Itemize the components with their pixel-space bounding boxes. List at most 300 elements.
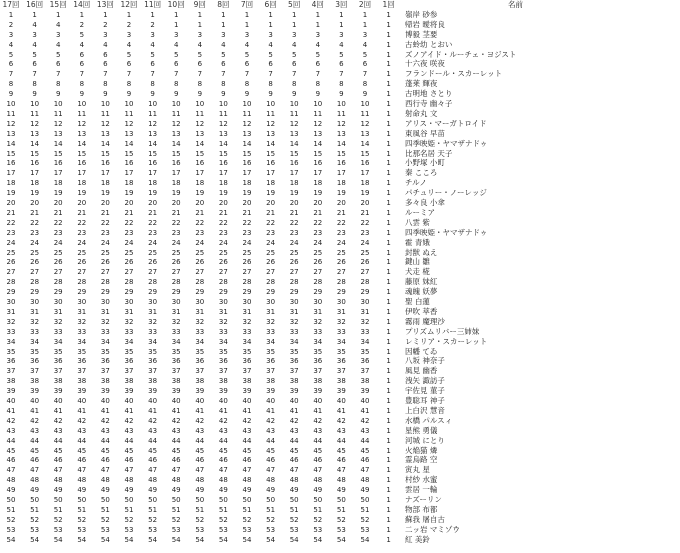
table-row bbox=[0, 40, 680, 50]
rank-cell: 30 bbox=[100, 298, 110, 306]
rank-cell: 1 bbox=[386, 10, 391, 19]
rank-cell: 44 bbox=[53, 436, 63, 445]
rank-cell: 6 bbox=[32, 60, 37, 69]
rank-cell: 10 bbox=[289, 100, 299, 108]
rank-cell: 13 bbox=[313, 129, 323, 138]
rank-cell: 8 bbox=[79, 80, 85, 89]
rank-cell: 23 bbox=[289, 228, 299, 237]
rank-cell: 12 bbox=[266, 119, 276, 128]
column-header: 15回 bbox=[49, 0, 67, 9]
rank-cell: 20 bbox=[266, 199, 276, 207]
rank-cell: 40 bbox=[30, 397, 40, 405]
rank-cell: 38 bbox=[218, 377, 228, 386]
rank-cell: 31 bbox=[336, 307, 346, 316]
rank-cell: 20 bbox=[124, 199, 134, 207]
rank-cell: 11 bbox=[77, 109, 87, 118]
rank-cell: 54 bbox=[242, 535, 252, 544]
table-row bbox=[0, 188, 680, 198]
rank-cell: 11 bbox=[336, 109, 346, 118]
rank-cell: 9 bbox=[197, 90, 203, 99]
rank-cell: 49 bbox=[53, 486, 63, 495]
table-row bbox=[0, 59, 680, 69]
rank-cell: 1 bbox=[221, 20, 226, 29]
rank-cell: 40 bbox=[148, 397, 158, 405]
rank-cell: 28 bbox=[266, 278, 276, 287]
rank-cell: 29 bbox=[195, 288, 205, 297]
rank-cell: 8 bbox=[173, 80, 179, 89]
rank-cell: 8 bbox=[362, 80, 368, 89]
rank-cell: 51 bbox=[77, 505, 87, 514]
rank-cell: 27 bbox=[242, 268, 252, 277]
rank-cell: 46 bbox=[360, 456, 370, 465]
rank-cell: 9 bbox=[268, 90, 273, 99]
rank-cell: 7 bbox=[55, 70, 61, 79]
rank-cell: 17 bbox=[171, 169, 181, 178]
character-name: 嶺岸 砂参 bbox=[405, 9, 438, 19]
rank-cell: 53 bbox=[313, 525, 323, 534]
rank-cell: 54 bbox=[53, 535, 63, 544]
rank-cell: 4 bbox=[173, 40, 179, 49]
rank-cell: 33 bbox=[77, 327, 87, 336]
rank-cell: 1 bbox=[103, 10, 108, 19]
rank-cell: 12 bbox=[148, 119, 158, 128]
rank-cell: 42 bbox=[336, 416, 346, 425]
rank-cell: 17 bbox=[266, 169, 276, 178]
rank-cell: 50 bbox=[336, 496, 346, 504]
rank-cell: 20 bbox=[53, 199, 63, 207]
rank-cell: 14 bbox=[195, 139, 205, 148]
rank-cell: 53 bbox=[148, 525, 158, 534]
rank-cell: 27 bbox=[266, 268, 276, 277]
rank-cell: 15 bbox=[124, 149, 134, 158]
rank-cell: 3 bbox=[315, 30, 321, 39]
rank-cell: 8 bbox=[150, 80, 155, 89]
rank-cell: 30 bbox=[195, 298, 205, 306]
rank-cell: 2 bbox=[8, 20, 14, 29]
rank-cell: 34 bbox=[148, 337, 158, 346]
rank-cell: 38 bbox=[195, 377, 205, 386]
character-name: 霧雨 魔理沙 bbox=[405, 316, 445, 326]
rank-cell: 20 bbox=[360, 199, 370, 207]
rank-cell: 25 bbox=[336, 248, 346, 257]
rank-cell: 26 bbox=[360, 258, 370, 267]
rank-cell: 15 bbox=[195, 149, 205, 158]
rank-cell: 37 bbox=[171, 367, 181, 376]
rank-cell: 18 bbox=[53, 179, 63, 188]
rank-cell: 34 bbox=[100, 337, 110, 346]
rank-cell: 6 bbox=[150, 60, 155, 69]
rank-cell: 1 bbox=[386, 337, 391, 346]
rank-cell: 44 bbox=[124, 436, 134, 445]
rank-cell: 17 bbox=[6, 169, 16, 178]
rank-cell: 49 bbox=[148, 486, 158, 495]
rank-cell: 49 bbox=[77, 486, 87, 495]
rank-cell: 33 bbox=[171, 327, 181, 336]
rank-cell: 25 bbox=[289, 248, 299, 257]
rank-cell: 16 bbox=[313, 159, 323, 168]
rank-cell: 25 bbox=[266, 248, 276, 257]
rank-cell: 18 bbox=[360, 179, 370, 188]
rank-cell: 23 bbox=[6, 228, 16, 237]
character-name: 豊聡耳 神子 bbox=[405, 396, 445, 405]
rank-cell: 1 bbox=[386, 268, 391, 277]
rank-cell: 48 bbox=[313, 476, 323, 485]
rank-cell: 31 bbox=[77, 307, 87, 316]
rank-cell: 51 bbox=[266, 505, 276, 514]
table-row bbox=[0, 287, 680, 297]
rank-cell: 21 bbox=[53, 208, 63, 217]
rank-cell: 54 bbox=[171, 535, 181, 544]
rank-cell: 32 bbox=[218, 317, 228, 326]
rank-cell: 35 bbox=[266, 347, 276, 356]
rank-cell: 1 bbox=[386, 496, 391, 504]
rank-cell: 48 bbox=[266, 476, 276, 485]
rank-cell: 9 bbox=[291, 90, 297, 99]
rank-cell: 4 bbox=[55, 20, 61, 29]
rank-cell: 43 bbox=[218, 426, 228, 435]
rank-cell: 23 bbox=[148, 228, 158, 237]
rank-cell: 53 bbox=[195, 525, 205, 534]
rank-cell: 4 bbox=[197, 40, 203, 49]
rank-cell: 14 bbox=[100, 139, 110, 148]
character-name: 蘇我 屠自古 bbox=[405, 514, 445, 524]
rank-cell: 13 bbox=[242, 129, 252, 138]
rank-cell: 34 bbox=[6, 337, 16, 346]
rank-cell: 17 bbox=[313, 169, 323, 178]
rank-cell: 23 bbox=[218, 228, 228, 237]
rank-cell: 43 bbox=[242, 426, 252, 435]
rank-cell: 7 bbox=[362, 70, 368, 79]
rank-cell: 16 bbox=[30, 159, 40, 168]
rank-cell: 6 bbox=[221, 60, 226, 69]
rank-cell: 9 bbox=[339, 90, 344, 99]
rank-cell: 25 bbox=[53, 248, 63, 257]
rank-cell: 1 bbox=[386, 406, 391, 415]
rank-cell: 32 bbox=[30, 317, 40, 326]
rank-cell: 41 bbox=[218, 406, 228, 415]
character-name: 四季映姫・ヤマザナドゥ bbox=[405, 227, 488, 237]
rank-cell: 33 bbox=[148, 327, 158, 336]
character-name: 風見 幽香 bbox=[405, 366, 438, 376]
rank-cell: 10 bbox=[171, 100, 181, 108]
rank-cell: 38 bbox=[242, 377, 252, 386]
rank-cell: 35 bbox=[124, 347, 134, 356]
rank-cell: 39 bbox=[195, 387, 205, 396]
rank-cell: 1 bbox=[315, 20, 321, 29]
rank-cell: 19 bbox=[77, 189, 87, 198]
rank-cell: 38 bbox=[266, 377, 276, 386]
rank-cell: 45 bbox=[289, 446, 299, 455]
rank-cell: 5 bbox=[8, 50, 14, 59]
rank-cell: 16 bbox=[242, 159, 252, 168]
rank-cell: 46 bbox=[336, 456, 346, 465]
table-row bbox=[0, 208, 680, 218]
table-row bbox=[0, 376, 680, 386]
rank-cell: 38 bbox=[6, 377, 16, 386]
rank-cell: 1 bbox=[386, 50, 391, 59]
rank-cell: 20 bbox=[242, 199, 252, 207]
rank-cell: 24 bbox=[266, 238, 276, 247]
character-name: フランドール・スカーレット bbox=[405, 69, 503, 79]
character-name: 八雲 紫 bbox=[405, 217, 430, 227]
rank-cell: 18 bbox=[171, 179, 181, 188]
rank-cell: 21 bbox=[336, 208, 346, 217]
rank-cell: 52 bbox=[53, 515, 63, 524]
rank-cell: 23 bbox=[336, 228, 346, 237]
rank-cell: 46 bbox=[30, 456, 40, 465]
rank-cell: 27 bbox=[6, 268, 16, 277]
rank-cell: 28 bbox=[360, 278, 370, 287]
rank-cell: 40 bbox=[313, 397, 323, 405]
rank-cell: 44 bbox=[77, 436, 87, 445]
rank-cell: 47 bbox=[242, 466, 252, 475]
rank-cell: 46 bbox=[124, 456, 134, 465]
character-name: 二ッ岩 マミゾウ bbox=[405, 524, 460, 534]
rank-cell: 13 bbox=[124, 129, 134, 138]
rank-cell: 37 bbox=[148, 367, 158, 376]
rank-cell: 6 bbox=[244, 60, 250, 69]
rank-cell: 27 bbox=[171, 268, 181, 277]
rank-cell: 13 bbox=[53, 129, 63, 138]
rank-cell: 5 bbox=[32, 50, 37, 59]
rank-cell: 3 bbox=[8, 30, 14, 39]
rank-cell: 14 bbox=[30, 139, 40, 148]
rank-cell: 36 bbox=[266, 357, 276, 366]
table-row bbox=[0, 198, 680, 208]
rank-cell: 42 bbox=[218, 416, 228, 425]
rank-cell: 1 bbox=[386, 446, 391, 455]
rank-cell: 34 bbox=[218, 337, 228, 346]
rank-cell: 35 bbox=[313, 347, 323, 356]
rank-cell: 47 bbox=[336, 466, 346, 475]
rank-cell: 14 bbox=[124, 139, 134, 148]
character-name: 十六夜 咲夜 bbox=[405, 59, 445, 69]
rank-cell: 32 bbox=[336, 317, 346, 326]
rank-cell: 49 bbox=[218, 486, 228, 495]
rank-cell: 13 bbox=[336, 129, 346, 138]
rank-cell: 1 bbox=[126, 10, 132, 19]
rank-cell: 24 bbox=[30, 238, 40, 247]
rank-cell: 46 bbox=[218, 456, 228, 465]
rank-cell: 3 bbox=[221, 30, 226, 39]
rank-cell: 40 bbox=[100, 397, 110, 405]
table-row bbox=[0, 337, 680, 347]
column-header: 2回 bbox=[358, 0, 372, 9]
rank-cell: 25 bbox=[218, 248, 228, 257]
rank-cell: 53 bbox=[289, 525, 299, 534]
rank-cell: 50 bbox=[289, 496, 299, 504]
rank-cell: 45 bbox=[360, 446, 370, 455]
rank-cell: 24 bbox=[6, 238, 16, 247]
rank-cell: 22 bbox=[124, 218, 134, 227]
rank-cell: 50 bbox=[148, 496, 158, 504]
rank-cell: 49 bbox=[100, 486, 110, 495]
rank-cell: 31 bbox=[242, 307, 252, 316]
rank-cell: 36 bbox=[242, 357, 252, 366]
rank-cell: 15 bbox=[266, 149, 276, 158]
rank-cell: 31 bbox=[266, 307, 276, 316]
rank-cell: 2 bbox=[126, 20, 132, 29]
rank-cell: 26 bbox=[148, 258, 158, 267]
table-row bbox=[0, 446, 680, 456]
rank-cell: 43 bbox=[124, 426, 134, 435]
rank-cell: 4 bbox=[32, 20, 37, 29]
rank-cell: 37 bbox=[30, 367, 40, 376]
rank-cell: 9 bbox=[55, 90, 61, 99]
rank-cell: 21 bbox=[124, 208, 134, 217]
rank-cell: 18 bbox=[148, 179, 158, 188]
rank-cell: 41 bbox=[53, 406, 63, 415]
table-row bbox=[0, 406, 680, 416]
rank-cell: 45 bbox=[77, 446, 87, 455]
rank-cell: 20 bbox=[195, 199, 205, 207]
rank-cell: 16 bbox=[6, 159, 16, 168]
rank-cell: 10 bbox=[313, 100, 323, 108]
rank-cell: 30 bbox=[242, 298, 252, 306]
rank-cell: 34 bbox=[124, 337, 134, 346]
rank-cell: 19 bbox=[336, 189, 346, 198]
rank-cell: 22 bbox=[171, 218, 181, 227]
rank-cell: 32 bbox=[313, 317, 323, 326]
table-row bbox=[0, 277, 680, 287]
rank-cell: 5 bbox=[55, 50, 61, 59]
rank-cell: 41 bbox=[289, 406, 299, 415]
rank-cell: 4 bbox=[150, 40, 155, 49]
rank-cell: 53 bbox=[124, 525, 134, 534]
rank-cell: 22 bbox=[195, 218, 205, 227]
rank-cell: 21 bbox=[195, 208, 205, 217]
rank-cell: 23 bbox=[242, 228, 252, 237]
rank-cell: 49 bbox=[6, 486, 16, 495]
rank-cell: 15 bbox=[53, 149, 63, 158]
rank-cell: 33 bbox=[6, 327, 16, 336]
rank-cell: 45 bbox=[266, 446, 276, 455]
rank-cell: 49 bbox=[171, 486, 181, 495]
table-row bbox=[0, 426, 680, 436]
rank-cell: 33 bbox=[124, 327, 134, 336]
rank-cell: 45 bbox=[336, 446, 346, 455]
rank-cell: 11 bbox=[53, 109, 63, 118]
rank-cell: 6 bbox=[126, 60, 132, 69]
rank-cell: 8 bbox=[197, 80, 203, 89]
table-row bbox=[0, 79, 680, 89]
rank-cell: 46 bbox=[148, 456, 158, 465]
table-row bbox=[0, 307, 680, 317]
rank-cell: 29 bbox=[6, 288, 16, 297]
table-row bbox=[0, 267, 680, 277]
rank-cell: 47 bbox=[53, 466, 63, 475]
rank-cell: 33 bbox=[53, 327, 63, 336]
rank-cell: 14 bbox=[148, 139, 158, 148]
table-row bbox=[0, 366, 680, 376]
character-name: 物部 布都 bbox=[405, 504, 438, 514]
rank-cell: 50 bbox=[360, 496, 370, 504]
rank-cell: 23 bbox=[53, 228, 63, 237]
rank-cell: 28 bbox=[124, 278, 134, 287]
character-name: 宇佐見 菫子 bbox=[405, 386, 445, 396]
rank-cell: 4 bbox=[126, 40, 132, 49]
rank-cell: 27 bbox=[124, 268, 134, 277]
character-name: 犬走 椛 bbox=[405, 267, 430, 277]
rank-cell: 1 bbox=[386, 70, 391, 79]
rank-cell: 31 bbox=[289, 307, 299, 316]
rank-cell: 34 bbox=[77, 337, 87, 346]
rank-cell: 53 bbox=[218, 525, 228, 534]
character-name: 火焔猫 燐 bbox=[405, 445, 438, 455]
rank-cell: 40 bbox=[171, 397, 181, 405]
rank-cell: 11 bbox=[171, 109, 181, 118]
table-row bbox=[0, 475, 680, 485]
rank-cell: 32 bbox=[171, 317, 181, 326]
table-row bbox=[0, 495, 680, 505]
rank-cell: 23 bbox=[30, 228, 40, 237]
rank-cell: 2 bbox=[103, 20, 108, 29]
rank-cell: 11 bbox=[124, 109, 134, 118]
rank-cell: 48 bbox=[195, 476, 205, 485]
rank-cell: 42 bbox=[195, 416, 205, 425]
rank-cell: 49 bbox=[289, 486, 299, 495]
rank-cell: 25 bbox=[360, 248, 370, 257]
rank-cell: 28 bbox=[100, 278, 110, 287]
character-name: 帰岩 曖将良 bbox=[405, 19, 445, 29]
rank-cell: 29 bbox=[360, 288, 370, 297]
rank-cell: 2 bbox=[150, 20, 155, 29]
rank-cell: 30 bbox=[313, 298, 323, 306]
rank-cell: 1 bbox=[386, 30, 391, 39]
header-row bbox=[0, 0, 680, 10]
rank-cell: 38 bbox=[148, 377, 158, 386]
rank-cell: 10 bbox=[77, 100, 87, 108]
rank-cell: 15 bbox=[171, 149, 181, 158]
rank-cell: 42 bbox=[313, 416, 323, 425]
rank-cell: 5 bbox=[244, 50, 250, 59]
rank-cell: 9 bbox=[32, 90, 37, 99]
table-row bbox=[0, 248, 680, 258]
rank-cell: 5 bbox=[362, 50, 368, 59]
rank-cell: 1 bbox=[386, 199, 391, 207]
rank-cell: 50 bbox=[77, 496, 87, 504]
rank-cell: 42 bbox=[124, 416, 134, 425]
rank-cell: 1 bbox=[362, 10, 368, 19]
rank-cell: 22 bbox=[6, 218, 16, 227]
rank-cell: 11 bbox=[195, 109, 205, 118]
rank-cell: 39 bbox=[100, 387, 110, 396]
rank-cell: 40 bbox=[289, 397, 299, 405]
rank-cell: 22 bbox=[30, 218, 40, 227]
rank-cell: 30 bbox=[6, 298, 16, 306]
table-row bbox=[0, 218, 680, 228]
character-name: ナズーリン bbox=[405, 495, 442, 504]
rank-cell: 40 bbox=[218, 397, 228, 405]
rank-cell: 13 bbox=[289, 129, 299, 138]
rank-cell: 45 bbox=[313, 446, 323, 455]
table-row bbox=[0, 297, 680, 307]
rank-cell: 14 bbox=[6, 139, 16, 148]
character-name: 霊烏路 空 bbox=[405, 455, 438, 465]
rank-cell: 32 bbox=[360, 317, 370, 326]
rank-cell: 17 bbox=[124, 169, 134, 178]
rank-cell: 46 bbox=[100, 456, 110, 465]
rank-cell: 45 bbox=[148, 446, 158, 455]
rank-cell: 36 bbox=[289, 357, 299, 366]
rank-cell: 50 bbox=[53, 496, 63, 504]
rank-cell: 54 bbox=[360, 535, 370, 544]
rank-cell: 29 bbox=[77, 288, 87, 297]
rank-cell: 54 bbox=[124, 535, 134, 544]
rank-cell: 20 bbox=[218, 199, 228, 207]
rank-cell: 39 bbox=[313, 387, 323, 396]
rank-cell: 51 bbox=[6, 505, 16, 514]
